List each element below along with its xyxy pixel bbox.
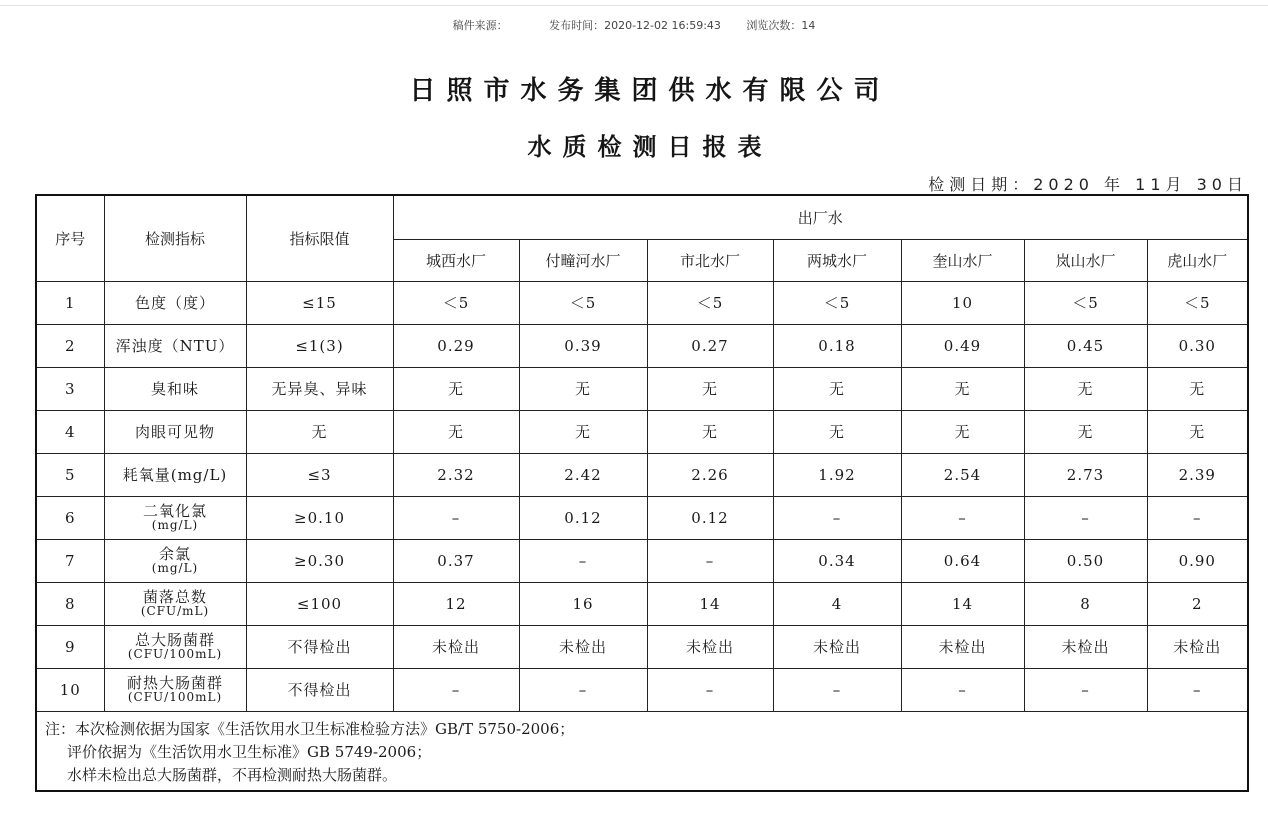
note-line: 水样未检出总大肠菌群，不再检测耐热大肠菌群。 [67,765,398,784]
company-title: 日照市水务集团供水有限公司 [409,76,891,106]
header-plant: 城西水厂 [393,239,519,281]
row-value: 未检出 [647,625,773,668]
row-limit: 不得检出 [246,625,393,668]
row-value: ＜5 [1147,281,1248,324]
note-line: 评价依据为《生活饮用水卫生标准》GB 5749-2006； [67,742,432,761]
note-line: 注：本次检测依据为国家《生活饮用水卫生标准检验方法》GB/T 5750-2006； [45,719,575,738]
row-value: 无 [519,367,647,410]
table-row [36,367,1248,410]
row-value: 0.34 [773,539,901,582]
row-value: 14 [647,582,773,625]
row-no: 1 [36,281,104,324]
indicator-unit: (CFU/100mL) [127,646,223,661]
row-limit: ≤100 [246,582,393,625]
indicator-unit: (mg/L) [151,517,199,532]
row-value: 无 [647,367,773,410]
row-value: – [393,668,519,711]
row-value: 10 [901,281,1024,324]
row-value: – [519,668,647,711]
row-value: 未检出 [1024,625,1147,668]
test-date-label: 检测日期： [928,175,1034,194]
row-limit: 不得检出 [246,668,393,711]
meta-source: 稿件来源： [452,19,508,32]
row-value: 未检出 [393,625,519,668]
row-value: 0.49 [901,324,1024,367]
test-date-year: 2020 [1033,175,1094,194]
indicator-name: 菌落总数 [142,587,207,606]
row-value: 2.39 [1147,453,1248,496]
row-value: 0.90 [1147,539,1248,582]
row-value: 0.12 [647,496,773,539]
header-plant: 两城水厂 [773,239,901,281]
top-divider [0,5,1268,6]
row-value: 8 [1024,582,1147,625]
row-value: 0.45 [1024,324,1147,367]
row-limit: 无 [246,410,393,453]
row-indicator [104,668,246,711]
header-group: 出厂水 [393,195,1248,239]
row-value: 无 [1024,410,1147,453]
header-limit: 指标限值 [246,195,393,281]
row-value: 0.29 [393,324,519,367]
meta-publish-time: 发布时间：2020-12-02 16:59:43 [549,19,721,32]
row-value: – [901,668,1024,711]
row-value: – [773,496,901,539]
row-value: – [773,668,901,711]
row-value: 无 [393,410,519,453]
header-indicator: 检测指标 [104,195,246,281]
row-value: – [393,496,519,539]
row-indicator [104,582,246,625]
row-value: 无 [393,367,519,410]
row-no: 5 [36,453,104,496]
notes-row [36,711,1248,791]
row-value: 无 [901,367,1024,410]
row-value: 2.54 [901,453,1024,496]
meta-views: 浏览次数：14 [746,19,816,32]
row-value: – [901,496,1024,539]
test-date-day-unit: 日 [1226,175,1248,194]
row-limit: 无异臭、异味 [246,367,393,410]
table-row [36,625,1248,668]
indicator-unit: (CFU/mL) [140,603,210,618]
row-value: 2 [1147,582,1248,625]
row-indicator: 耗氧量(mg/L) [104,453,246,496]
article-meta [0,17,1268,33]
row-value: 无 [647,410,773,453]
indicator-name: 余氯 [158,544,191,563]
row-value: 0.50 [1024,539,1147,582]
table-row [36,453,1248,496]
row-value: 2.32 [393,453,519,496]
table-row [36,496,1248,539]
row-value: 0.30 [1147,324,1248,367]
indicator-name: 总大肠菌群 [134,630,215,649]
header-plant: 付疃河水厂 [519,239,647,281]
table-header-row [36,195,1248,239]
row-indicator [104,625,246,668]
row-value: 未检出 [1147,625,1248,668]
row-value: 无 [773,367,901,410]
header-plant: 岚山水厂 [1024,239,1147,281]
header-plant: 奎山水厂 [901,239,1024,281]
table-row [36,281,1248,324]
header-no: 序号 [36,195,104,281]
row-value: 无 [519,410,647,453]
row-value: – [519,539,647,582]
row-value: 16 [519,582,647,625]
row-value: 12 [393,582,519,625]
row-value: – [1147,668,1248,711]
row-value: 0.39 [519,324,647,367]
row-value: 无 [901,410,1024,453]
row-limit: ≤1(3) [246,324,393,367]
indicator-name: 耐热大肠菌群 [126,673,223,692]
row-no: 3 [36,367,104,410]
row-value: – [647,668,773,711]
row-value: – [1024,496,1147,539]
test-date-month-unit: 月 [1165,175,1187,194]
notes-cell [36,711,1248,791]
row-indicator [104,539,246,582]
table-row [36,410,1248,453]
row-value: 2.26 [647,453,773,496]
row-indicator: 肉眼可见物 [104,410,246,453]
table-row [36,324,1248,367]
row-no: 2 [36,324,104,367]
row-value: 未检出 [773,625,901,668]
row-value: 4 [773,582,901,625]
row-indicator [104,496,246,539]
row-value: 无 [1147,410,1248,453]
row-no: 6 [36,496,104,539]
row-value: 0.37 [393,539,519,582]
indicator-unit: (mg/L) [151,560,199,575]
row-indicator: 色度（度） [104,281,246,324]
water-quality-table [35,194,1249,792]
row-value: ＜5 [1024,281,1147,324]
table-row [36,539,1248,582]
row-limit: ≥0.10 [246,496,393,539]
row-value: 0.18 [773,324,901,367]
test-date [928,172,1248,195]
row-limit: ≥0.30 [246,539,393,582]
header-plant: 虎山水厂 [1147,239,1248,281]
test-date-month: 11 [1135,175,1166,194]
table-row [36,668,1248,711]
row-value: ＜5 [773,281,901,324]
row-value: 1.92 [773,453,901,496]
row-no: 10 [36,668,104,711]
row-value: 14 [901,582,1024,625]
indicator-name: 二氧化氯 [142,501,207,520]
row-value: 0.64 [901,539,1024,582]
row-limit: ≤3 [246,453,393,496]
row-value: 2.73 [1024,453,1147,496]
header-plant: 市北水厂 [647,239,773,281]
indicator-unit: (CFU/100mL) [127,689,223,704]
row-no: 7 [36,539,104,582]
row-value: ＜5 [393,281,519,324]
test-date-year-unit: 年 [1104,175,1126,194]
row-value: 无 [1147,367,1248,410]
row-value: – [647,539,773,582]
row-value: – [1147,496,1248,539]
row-value: 无 [773,410,901,453]
row-value: – [1024,668,1147,711]
row-value: ＜5 [647,281,773,324]
row-value: 0.27 [647,324,773,367]
row-no: 9 [36,625,104,668]
row-value: 无 [1024,367,1147,410]
row-value: 未检出 [519,625,647,668]
row-no: 4 [36,410,104,453]
row-no: 8 [36,582,104,625]
row-indicator: 臭和味 [104,367,246,410]
row-indicator: 浑浊度（NTU） [104,324,246,367]
row-value: 2.42 [519,453,647,496]
row-value: ＜5 [519,281,647,324]
row-limit: ≤15 [246,281,393,324]
report-title: 水质检测日报表 [527,133,773,161]
row-value: 0.12 [519,496,647,539]
table-row [36,582,1248,625]
row-value: 未检出 [901,625,1024,668]
test-date-day: 30 [1196,175,1227,194]
